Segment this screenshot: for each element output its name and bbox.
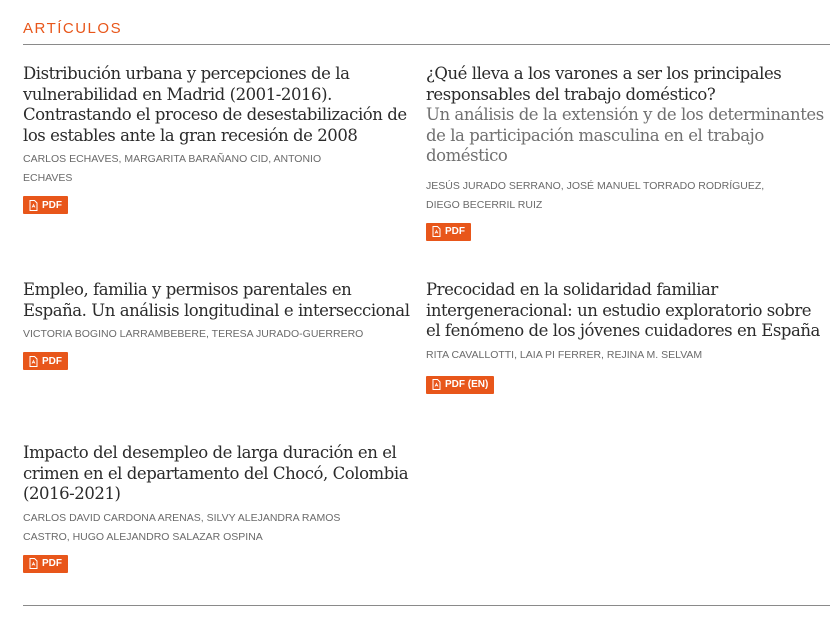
section-divider-top (23, 44, 830, 45)
article-title (23, 443, 418, 505)
section-title: ARTÍCULOS (23, 20, 123, 37)
article-authors: VICTORIA BOGINO LARRAMBEBERE, TERESA JURADO-GUERRERO (23, 328, 364, 340)
pdf-galley-button[interactable] (426, 223, 471, 241)
pdf-galley-label: PDF (445, 226, 465, 237)
pdf-galley-button[interactable] (23, 555, 68, 573)
pdf-file-icon (432, 379, 441, 390)
article-authors: CARLOS ECHAVES, MARGARITA BARAÑANO CID, ANTONIO ECHAVES (23, 153, 322, 184)
pdf-galley-button[interactable] (426, 376, 494, 394)
section-divider-bottom (23, 605, 830, 606)
pdf-galley-button[interactable] (23, 352, 68, 370)
pdf-file-icon (29, 200, 38, 211)
article-authors: CARLOS DAVID CARDONA ARENAS, SILVY ALEJANDRA RAMOS CASTRO, HUGO ALEJANDRO SALAZAR OSPINA (23, 511, 341, 543)
article-subtitle: Un análisis de la extensión y de los determinantes de la participación masculina en el trabajo doméstico (426, 105, 824, 165)
pdf-file-icon (432, 226, 441, 237)
article-title-link[interactable]: Empleo, familia y permisos parentales en España. Un análisis longitudinal e interseccional (23, 280, 410, 320)
article-authors: RITA CAVALLOTTI, LAIA PI FERRER, REJINA M. SELVAM (426, 348, 703, 361)
article-item (426, 64, 830, 242)
pdf-file-icon (29, 356, 38, 367)
article-authors: JESÚS JURADO SERRANO, JOSÉ MANUEL TORRADO RODRÍGUEZ, DIEGO BECERRIL RUIZ (426, 179, 765, 211)
pdf-galley-label: PDF (42, 355, 62, 367)
article-title (23, 64, 418, 146)
article-item (23, 280, 418, 372)
pdf-file-icon (29, 558, 38, 569)
pdf-galley-label: PDF (42, 558, 62, 569)
article-title (426, 64, 830, 105)
article-title-link[interactable]: ¿Qué lleva a los varones a ser los principales responsables del trabajo doméstico? (426, 64, 782, 104)
article-item (426, 280, 830, 395)
article-title (23, 280, 418, 321)
article-title-link[interactable]: Distribución urbana y percepciones de la vulnerabilidad en Madrid (2001-2016). Contrastando el proceso de desestabilización de los estables ante la gran recesión de 2008 (23, 64, 407, 145)
article-title-link[interactable]: Precocidad en la solidaridad familiar intergeneracional: un estudio exploratorio sobre el fenómeno de los jóvenes cuidadores en España (426, 280, 820, 340)
article-item (23, 64, 418, 216)
article-item (23, 443, 418, 574)
article-title-link[interactable]: Impacto del desempleo de larga duración en el crimen en el departamento del Chocó, Colombia (2016-2021) (23, 443, 409, 503)
pdf-galley-label: PDF (EN) (445, 379, 489, 390)
pdf-galley-button[interactable] (23, 196, 68, 214)
article-title (426, 280, 830, 342)
pdf-galley-label: PDF (42, 199, 62, 211)
